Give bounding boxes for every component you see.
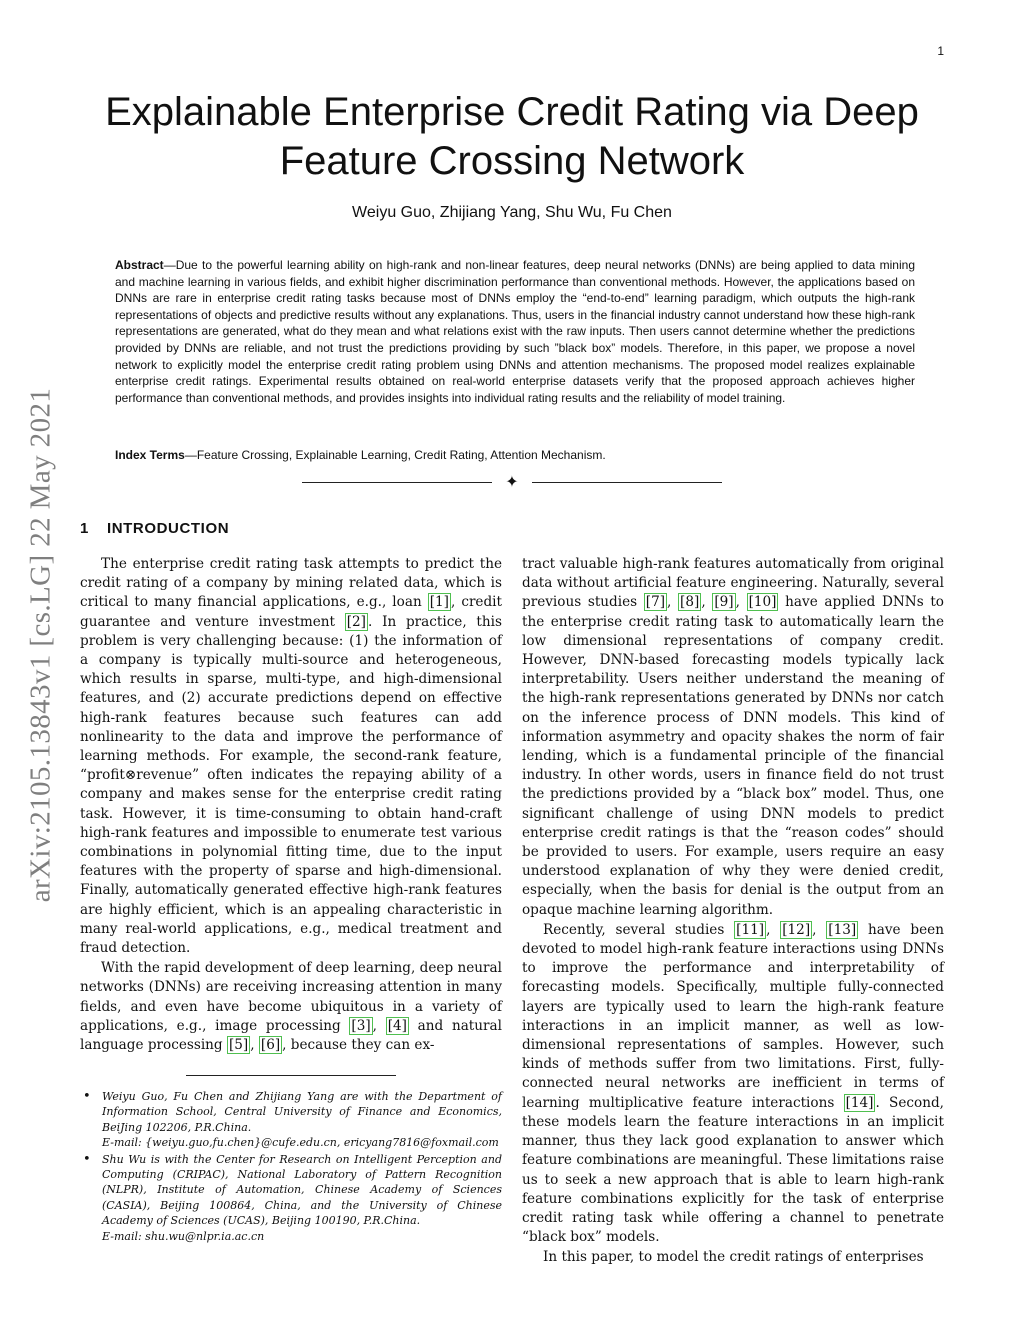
section-heading	[80, 520, 229, 537]
divider-rule-left	[302, 482, 492, 483]
author-list: Weiyu Guo, Zhijiang Yang, Shu Wu, Fu Chen	[352, 204, 672, 221]
citation-link[interactable]: [10]	[748, 594, 777, 611]
text-run: ,	[250, 1037, 259, 1054]
text-run: ,	[372, 1017, 386, 1034]
index-terms	[115, 448, 915, 462]
index-terms-label: Index Terms	[115, 448, 185, 462]
paragraph	[522, 1248, 944, 1267]
paragraph	[522, 555, 944, 920]
citation-link[interactable]: [4]	[387, 1017, 407, 1034]
arxiv-stamp	[18, 350, 64, 940]
text-run: ,	[812, 921, 827, 938]
citation-link[interactable]: [14]	[845, 1094, 874, 1111]
footnotes	[80, 1089, 502, 1244]
footnote-email: E-mail: shu.wu@nlpr.ia.ac.cn	[102, 1229, 265, 1243]
right-column	[522, 555, 944, 1268]
text-run: With the rapid development of deep learning, deep neural networks (DNNs) are receiving increasing attention in many fields, and even have become ubiquitous in a variety of applications, e.g., image processing	[80, 960, 502, 1034]
footnote-item	[80, 1089, 502, 1151]
citation-link[interactable]: [5]	[228, 1037, 249, 1054]
footnote-item	[80, 1152, 502, 1244]
citation-link[interactable]: [1]	[429, 594, 449, 611]
abstract-text: —Due to the powerful learning ability on high-rank and non-linear features, deep neural networks (DNNs) are being applied to data mining and machine learning in various fields, and exhibit higher discrimination performance than conventional methods. However, the applications based on DNNs are rare in enterprise credit rating tasks because most of DNNs employ the “end-to-end” learning paradigm, which outputs the high-rank representations of objects and predictive results without any explanations. Thus, users in the financial industry cannot understand how these high-rank representations are generated, what do they mean and what relations exist with the raw inputs. Then users cannot determine whether the predictions provided by DNNs are reliable, and not trust the predictions providing by such ”black box” models. Therefore, in this paper, we propose a novel network to explicitly model the enterprise credit rating problem using DNNs and attention mechanisms. The proposed model realizes explainable enterprise credit ratings. Experimental results obtained on real-world enterprise datasets verify that the proposed approach achieves higher performance than conventional methods, and provides insights into individual rating results and the reliability of model training.	[115, 258, 915, 405]
section-title: INTRODUCTION	[106, 520, 230, 537]
abstract	[115, 257, 915, 406]
text-run: . In practice, this problem is very challenging because: (1) the information of a company is typically multi-source and heterogeneous, which results in sparse, multi-type, and high-dimensional features, and (2) accurate predictions depend on effective high-rank features because such features can add nonlinearity to the data and improve the performance of learning methods. For example, the second-rank feature, “profit⊗revenue” often indicates the repaying ability of a company and makes sense for the enterprise credit rating task. However, it is time-consuming to obtain hand-craft high-rank features and impossible to enumerate test various combinations in polynomial fitting time, due to the input features with the property of sparse and high-dimensional. Finally, automatically generated effective high-rank features are highly efficient, which is an appealing characteristic in many real-world applications, e.g., medical treatment and fraud detection.	[80, 613, 502, 957]
footnote-text: Shu Wu is with the Center for Research on Intelligent Perception and Computing (CRIPAC), National Laboratory of Pattern Recognition (NLPR), Institute of Automation, Chinese Academy of Sciences (CASIA), Beijing 100864, China, and the University of Chinese Academy of Sciences (UCAS), Beijing 100190, P.R.China.	[102, 1152, 502, 1228]
text-run: and natural language processing	[80, 1017, 502, 1054]
paragraph	[80, 959, 502, 1055]
text-run: , credit guarantee and venture investment	[80, 594, 502, 630]
abstract-label: Abstract	[115, 258, 164, 272]
text-run: tract valuable high-rank features automatically from original data without artificial feature engineering. Naturally, several previous studies	[522, 556, 944, 611]
citation-link[interactable]: [3]	[351, 1017, 371, 1034]
section-divider	[302, 472, 722, 491]
citation-link[interactable]: [12]	[782, 921, 811, 938]
divider-rule-right	[532, 482, 722, 483]
text-run: . Second, these models learn the feature interactions in an implicit manner, thus they lack good explanation to answer which feature combinations are meaningful. These limitations raise us to seek a new approach that is able to learn high-rank feature combinations explicitly for the task of enterprise credit rating task while offering a channel to penetrate “black box” models.	[522, 1094, 944, 1246]
citation-link[interactable]: [8]	[680, 594, 700, 611]
footnote-email: E-mail: {weiyu.guo,fu.chen}@cufe.edu.cn, ericyang7816@foxmail.com	[102, 1136, 499, 1150]
text-run: In this paper, to model the credit ratings of enterprises	[543, 1249, 924, 1266]
footnote-text: Weiyu Guo, Fu Chen and Zhijiang Yang are with the Department of Information School, Central University of Finance and Economics, BeiJing 102206, P.R.China.	[102, 1090, 502, 1134]
text-run: Recently, several studies	[543, 921, 735, 938]
index-terms-text: —Feature Crossing, Explainable Learning, Credit Rating, Attention Mechanism.	[184, 448, 606, 462]
section-number: 1	[80, 520, 89, 537]
page-number: 1	[937, 44, 944, 58]
text-run: have been devoted to model high-rank feature interactions using DNNs to improve the performance and interpretability of forecasting models. Specifically, multiple fully-connected layers are typically used to learn the high-rank feature interactions in an implicit manner, as well as low-dimensional representations of samples. However, such kinds of methods suffer from two limitations. First, fully-connected neural networks are inefficient in terms of learning multiplicative feature interactions	[522, 921, 944, 1111]
text-run: The enterprise credit rating task attempts to predict the credit rating of a company by mining related data, which is critical to many financial applications, e.g., loan	[80, 556, 502, 611]
paragraph	[80, 555, 502, 958]
paragraph	[522, 921, 944, 1247]
citation-link[interactable]: [13]	[828, 921, 857, 938]
citation-link[interactable]: [6]	[260, 1037, 281, 1054]
citation-link[interactable]: [7]	[645, 594, 666, 611]
text-run: ,	[701, 594, 713, 611]
citation-link[interactable]: [2]	[346, 613, 366, 630]
arxiv-identifier: arXiv:2105.13843v1 [cs.LG] 22 May 2021	[24, 387, 57, 903]
left-column	[80, 555, 502, 1055]
text-run: ,	[667, 594, 679, 611]
citation-link[interactable]: [11]	[736, 921, 765, 938]
divider-star-icon: ✦	[505, 472, 519, 491]
text-run: ,	[735, 594, 747, 611]
footnote-rule	[186, 1075, 396, 1076]
bullet-icon: •	[83, 1089, 91, 1104]
text-run: have applied DNNs to the enterprise credit rating task to automatically learn the low dimensional representations of company credit. However, DNN-based forecasting models typically lack interpretability. Users neither understand the meaning of the high-rank representations generated by DNNs nor catch on the inference process of DNN models. This kind of information asymmetry and opacity shakes the norm of fair lending, which is a fundamental principle of the financial industry. In other words, users in finance field do not trust the predictions provided by a “black box” model. Thus, one significant challenge of using DNN models to predict enterprise credit ratings is that the “reason codes” should be provided to users. For example, users require an easy understood explanation of why they were denied credit, especially, when the basis for denial is the output from an opaque machine learning algorithm.	[522, 594, 944, 918]
bullet-icon: •	[83, 1151, 91, 1167]
text-run: ,	[766, 921, 781, 938]
citation-link[interactable]: [9]	[714, 594, 734, 611]
text-run: , because they can ex-	[282, 1037, 435, 1054]
paper-title: Explainable Enterprise Credit Rating via Deep Feature Crossing Network	[105, 90, 919, 183]
